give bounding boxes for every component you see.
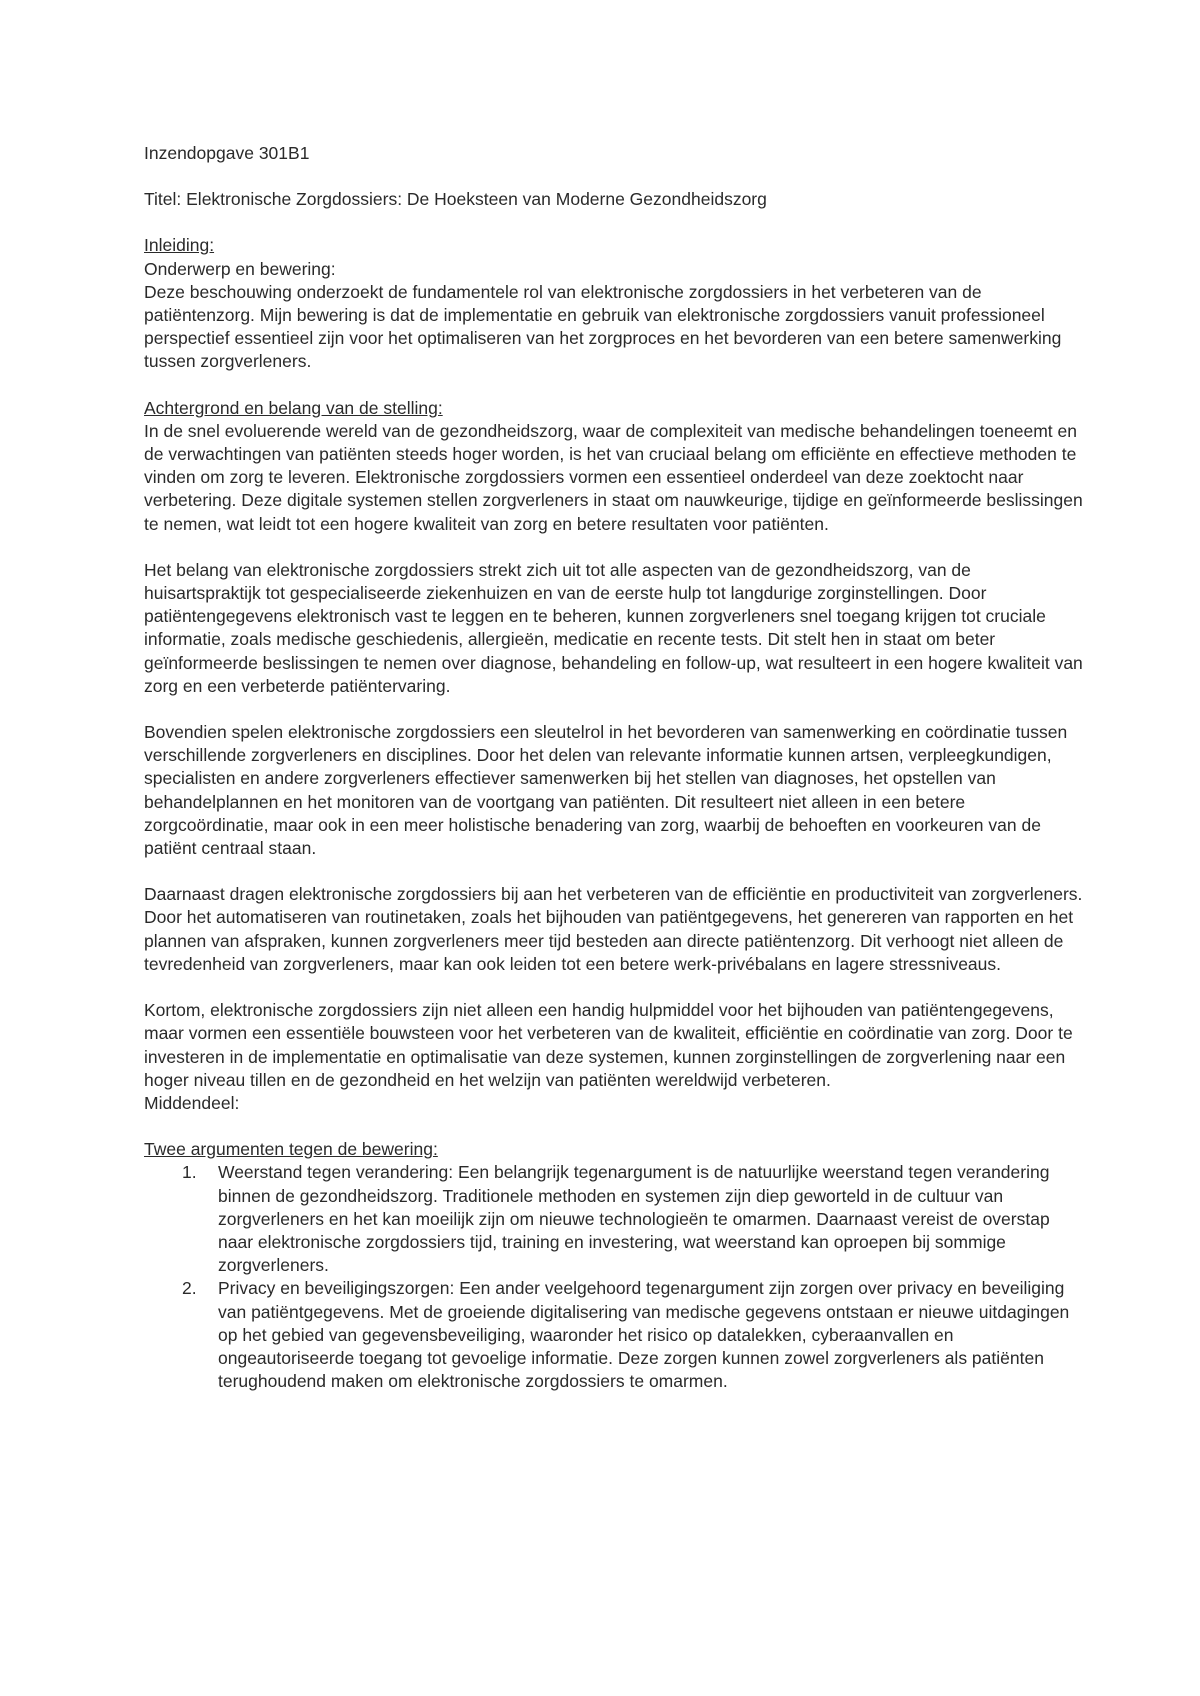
- document-page: [144, 142, 1084, 1393]
- spacer: [144, 374, 1084, 397]
- spacer: [144, 165, 1084, 188]
- argument-text: Weerstand tegen verandering: Een belangrijk tegenargument is de natuurlijke weerstand tegen verandering binnen de gezondheidszorg. Traditionele methoden en systemen zijn diep geworteld in de cultuur van zorgverleners en het kan moeilijk zijn om nieuwe technologieën te omarmen. Daarnaast vereist de overstap naar elektronische zorgdossiers tijd, training en investering, wat weerstand kan oproepen bij sommige zorgverleners.: [218, 1162, 1050, 1276]
- arguments-list: [144, 1161, 1084, 1393]
- argument-item: [144, 1161, 1084, 1277]
- spacer: [144, 698, 1084, 721]
- spacer: [144, 536, 1084, 559]
- arguments-heading: Twee argumenten tegen de bewering:: [144, 1139, 438, 1160]
- argument-number: 2.: [182, 1278, 197, 1299]
- document-header: Inzendopgave 301B1: [144, 143, 310, 163]
- spacer: [144, 211, 1084, 234]
- spacer: [144, 860, 1084, 883]
- argument-item: [144, 1277, 1084, 1393]
- topic-paragraph: Deze beschouwing onderzoekt de fundamentele rol van elektronische zorgdossiers in het verbeteren van de patiëntenzorg. Mijn bewering is dat de implementatie en gebruik van elektronische zorgdossiers vanuit professioneel perspectief essentieel zijn voor het optimaliseren van het zorgproces en het bevorderen van een betere samenwerking tussen zorgverleners.: [144, 281, 1062, 372]
- topic-label: Onderwerp en bewering:: [144, 258, 336, 279]
- background-paragraph: Het belang van elektronische zorgdossiers strekt zich uit tot alle aspecten van de gezondheidszorg, van de huisartspraktijk tot gespecialiseerde ziekenhuizen en van de eerste hulp tot langdurige zorginstellingen. Door patiëntengegevens elektronisch vast te leggen en te beheren, kunnen zorgverleners snel toegang krijgen tot cruciale informatie, zoals medische geschiedenis, allergieën, medicatie en recente tests. Dit stelt hen in staat om beter geïnformeerde beslissingen te nemen over diagnose, behandeling en follow-up, wat resulteert in een hogere kwaliteit van zorg en een verbeterde patiëntervaring.: [144, 559, 1083, 696]
- intro-heading: Inleiding:: [144, 235, 215, 256]
- document-title: Titel: Elektronische Zorgdossiers: De Hoeksteen van Moderne Gezondheidszorg: [144, 189, 767, 210]
- middle-label: Middendeel:: [144, 1092, 240, 1113]
- background-paragraph: Daarnaast dragen elektronische zorgdossiers bij aan het verbeteren van de efficiëntie en productiviteit van zorgverleners. Door het automatiseren van routinetaken, zoals het bijhouden van patiëntgegevens, het genereren van rapporten en het plannen van afspraken, kunnen zorgverleners meer tijd besteden aan directe patiëntenzorg. Dit verhoogt niet alleen de tevredenheid van zorgverleners, maar kan ook leiden tot een betere werk-privébalans en lagere stressniveaus.: [144, 884, 1083, 974]
- background-paragraph: In de snel evoluerende wereld van de gezondheidszorg, waar de complexiteit van medische behandelingen toeneemt en de verwachtingen van patiënten steeds hoger worden, is het van cruciaal belang om efficiënte en effectieve methoden te vinden om zorg te leveren. Elektronische zorgdossiers vormen een essentieel onderdeel van deze zoektocht naar verbetering. Deze digitale systemen stellen zorgverleners in staat om nauwkeurige, tijdige en geïnformeerde beslissingen te nemen, wat leidt tot een hogere kwaliteit van zorg en betere resultaten voor patiënten.: [144, 420, 1083, 534]
- background-paragraph: Kortom, elektronische zorgdossiers zijn niet alleen een handig hulpmiddel voor het bijhouden van patiëntengegevens, maar vormen een essentiële bouwsteen voor het verbeteren van de kwaliteit, efficiëntie en coördinatie van zorg. Door te investeren in de implementatie en optimalisatie van deze systemen, kunnen zorginstellingen de zorgverlening naar een hoger niveau tillen en de gezondheid en het welzijn van patiënten wereldwijd verbeteren.: [144, 1000, 1073, 1090]
- argument-text: Privacy en beveiligingszorgen: Een ander veelgehoord tegenargument zijn zorgen over privacy en beveiliging van patiëntgegevens. Met de groeiende digitalisering van medische gegevens ontstaan er nieuwe uitdagingen op het gebied van gegevensbeveiliging, waaronder het risico op datalekken, cyberaanvallen en ongeautoriseerde toegang tot gevoelige informatie. Deze zorgen kunnen zowel zorgverleners als patiënten terughoudend maken om elektronische zorgdossiers te omarmen.: [218, 1278, 1070, 1392]
- argument-number: 1.: [182, 1162, 197, 1183]
- background-paragraph: Bovendien spelen elektronische zorgdossiers een sleutelrol in het bevorderen van samenwerking en coördinatie tussen verschillende zorgverleners en disciplines. Door het delen van relevante informatie kunnen artsen, verpleegkundigen, specialisten en andere zorgverleners effectiever samenwerken bij het stellen van diagnoses, het opstellen van behandelplannen en het monitoren van de voortgang van patiënten. Dit resulteert niet alleen in een betere zorgcoördinatie, maar ook in een meer holistische benadering van zorg, waarbij de behoeften en voorkeuren van de patiënt centraal staan.: [144, 722, 1068, 859]
- spacer: [144, 976, 1084, 999]
- spacer: [144, 1115, 1084, 1138]
- background-heading: Achtergrond en belang van de stelling:: [144, 397, 443, 418]
